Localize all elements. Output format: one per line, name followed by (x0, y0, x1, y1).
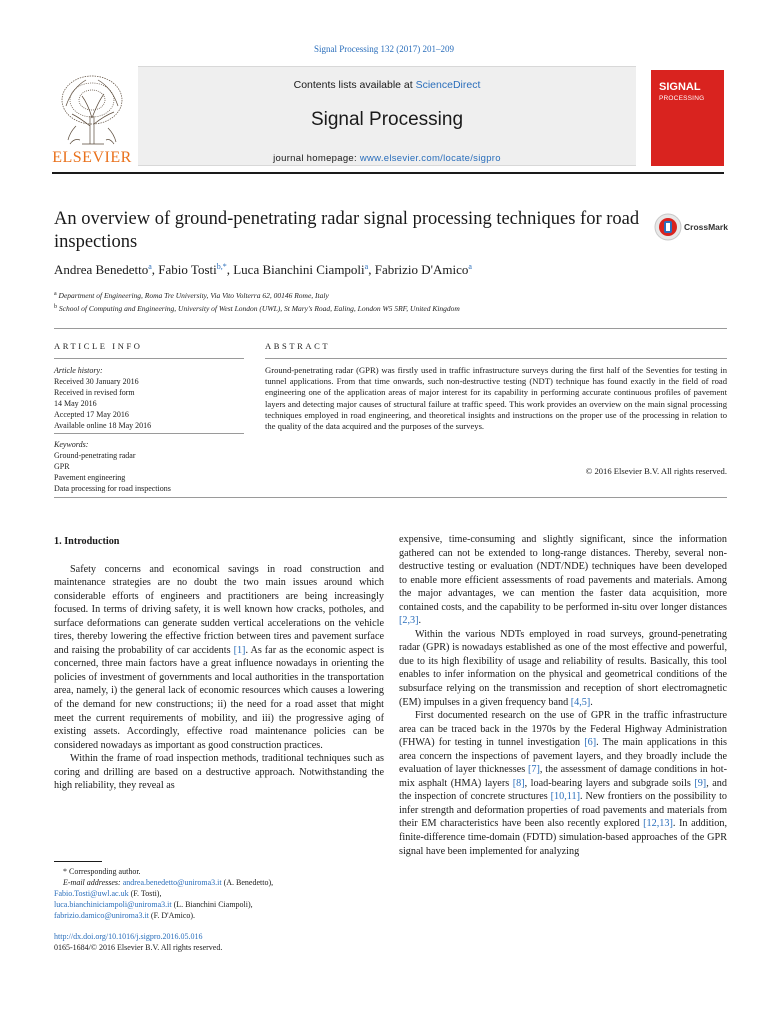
article-info-underline (54, 358, 244, 359)
text-run: , load-bearing layers and subgrade soils (524, 777, 695, 789)
body-left-column (54, 535, 384, 793)
keyword-item: Pavement engineering (54, 473, 126, 482)
body-paragraph (54, 563, 384, 753)
journal-citation[interactable]: Signal Processing 132 (2017) 201–209 (314, 44, 454, 54)
masthead-divider (52, 172, 724, 174)
email-owner: (L. Bianchini Ciampoli), (171, 900, 253, 909)
email-link[interactable]: fabrizio.damico@uniroma3.it (54, 911, 149, 920)
author-list (54, 262, 734, 278)
body-paragraph (399, 628, 727, 709)
affiliation (54, 302, 734, 315)
sciencedirect-link[interactable]: ScienceDirect (415, 79, 481, 91)
text-run: . As far as the economic aspect is concerned, three main factors have a great influence nowadays in orienting the policies of investment of governments and local authorities in the transportation area, namely, i) the general lack of economic resources which causes a lowering of the demand for new constructions; ii) the need for a road asset that might meet the current requirements of mobility, and iii) the progressive aging of existing assets. Accordingly, effective road maintenance policies can be considered nowadays as important as good construction practices. (54, 644, 384, 751)
email-link[interactable]: Fabio.Tosti@uwl.ac.uk (54, 889, 129, 898)
citation-link[interactable]: [9] (694, 777, 707, 789)
homepage-link[interactable]: www.elsevier.com/locate/sigpro (359, 153, 501, 164)
email-line (54, 888, 384, 899)
author-name[interactable]: Fabrizio D'Amico (374, 262, 469, 277)
history-item: Available online 18 May 2016 (54, 421, 152, 430)
email-owner: (F. D'Amico). (148, 911, 196, 920)
citation-link[interactable]: [6] (584, 737, 597, 749)
homepage-line (138, 153, 636, 164)
author-separator: , (151, 262, 159, 277)
crossmark-badge[interactable] (654, 213, 734, 243)
author-affiliation-mark[interactable]: b,* (216, 262, 227, 271)
author-name[interactable]: Andrea Benedetto (54, 262, 149, 277)
author-affiliation-mark[interactable]: a (364, 262, 369, 271)
text-run: Within the various NDTs employed in road surveys, ground-penetrating radar (GPR) is nowadays established as one of the most effective and powerful, due to its high flexibility of usage and reliability of results. Basically, this tool enables to infer information on the physical and geometrical conditions of the subsurface relying on the transmission and reception of short electromagnetic (EM) impulses in a given frequency band (399, 628, 727, 708)
text-run: First documented research on the use of GPR in the traffic infrastructure area can be traced back in the 1970s by the Federal Highway Administration (FHWA) for testing in tunnel investigation (399, 710, 727, 749)
text-run: . (590, 696, 593, 708)
affiliation-text: School of Computing and Engineering, University of West London (UWL), St Mary's Road, Ealing, London W5 5RF, United Kingdom (58, 303, 460, 313)
body-paragraph (399, 533, 727, 628)
citation-link[interactable]: [10,11] (550, 791, 580, 803)
article-info-heading: ARTICLE INFO (54, 341, 143, 351)
doi-link[interactable]: http://dx.doi.org/10.1016/j.sigpro.2016.05.016 (54, 932, 203, 941)
history-item: 14 May 2016 (54, 399, 97, 408)
issn-line: 0165-1684/© 2016 Elsevier B.V. All rights reserved. (54, 943, 223, 952)
doi-block (54, 931, 384, 953)
keyword-item: Data processing for road inspections (54, 484, 171, 493)
history-divider (54, 433, 244, 434)
email-owner: (A. Benedetto), (221, 878, 274, 887)
author-name[interactable]: Luca Bianchini Ciampoli (233, 262, 365, 277)
info-top-rule (54, 328, 727, 329)
citation-link[interactable]: [12,13] (643, 818, 673, 830)
citation-link[interactable]: [8] (512, 777, 525, 789)
citation-link[interactable]: [1] (233, 644, 246, 656)
email-link[interactable]: andrea.benedetto@uniroma3.it (122, 878, 222, 887)
publisher-wordmark: ELSEVIER (52, 149, 132, 166)
history-item: Received in revised form (54, 388, 135, 397)
author-affiliation-mark[interactable]: a (148, 262, 152, 271)
keyword-item: GPR (54, 462, 70, 471)
text-run: . The main applications in this area concern the inspections of pavement layers, and they broadly include the evaluation of layer thicknesses (399, 737, 727, 776)
keyword-item: Ground-penetrating radar (54, 451, 136, 460)
citation-link[interactable]: [4,5] (570, 696, 591, 708)
email-line (54, 899, 384, 910)
abstract-copyright: © 2016 Elsevier B.V. All rights reserved. (585, 466, 727, 476)
journal-banner (138, 66, 636, 166)
text-run: . (418, 615, 422, 627)
email-line (54, 877, 384, 888)
abstract-bottom-rule (54, 497, 727, 498)
text-run: Safety concerns and economical savings in road construction and maintenance strategies are no doubt the two main issues around which considerable efforts of engineers and practitioners are being increasingly focused. In terms of driving safety, it is well known how cracks, potholes, and surface deformations can generate sudden vertical accelerations on the vehicle tires, thereby lowering the effective friction between tires and pavement surface and raising the probability of car accidents (54, 563, 384, 656)
keywords (54, 439, 244, 494)
article-title: An overview of ground-penetrating radar signal processing techniques for road inspections (54, 209, 640, 252)
citation-link[interactable]: [2,3] (399, 615, 419, 627)
body-right-column (399, 533, 727, 858)
email-link[interactable]: luca.bianchiniciampoli@uniroma3.it (54, 900, 172, 909)
contents-prefix: Contents lists available at (293, 79, 416, 91)
author-separator: , (226, 262, 234, 277)
body-paragraph (399, 709, 727, 858)
section-heading: 1. Introduction (54, 536, 120, 547)
text-run: . In addition, finite-difference time-domain (FDTD) simulation-based approaches of the GPR signal have been implemented for analyzing (399, 818, 727, 857)
cover-title-line1: SIGNAL (659, 81, 701, 93)
journal-cover-thumbnail[interactable] (651, 70, 724, 166)
article-history-label: Article history: (54, 366, 103, 375)
affiliation-mark: a (54, 291, 57, 297)
text-run: , the assessment of damage conditions in hot-mix asphalt (HMA) layers (399, 764, 727, 789)
homepage-label: journal homepage: (273, 153, 360, 164)
journal-masthead (52, 66, 724, 166)
history-item: Accepted 17 May 2016 (54, 410, 129, 419)
footnote-rule (54, 861, 102, 862)
footnotes (54, 866, 384, 921)
journal-title: Signal Processing (310, 109, 464, 130)
affiliation-list (54, 289, 734, 314)
text-run: , and the inspection of concrete structures (399, 777, 727, 803)
text-run: expensive, time-consuming and slightly significant, since the information gathered can not be extended to long-range distances. Thereby, several non-destructive testing or evaluation (NDT/NDE) techniques have been developed to enable more efficient assessments of road pavements and materials. Among the major advantages, we can mention the faster data acquisition, more contained costs, and the capability to be performed in-situ over longer distances (399, 534, 727, 613)
crossmark-label: CrossMark (684, 222, 728, 232)
author-affiliation-mark[interactable]: a (468, 262, 472, 271)
cover-title-line2: PROCESSING (659, 95, 705, 102)
history-item: Received 30 January 2016 (54, 377, 139, 386)
corresponding-author-note: * Corresponding author. (63, 867, 141, 876)
author-name[interactable]: Fabio Tosti (158, 262, 217, 277)
text-run: . New frontiers on the possibility to infer strength and deformation properties of road pavements and materials from their EM characteristics have been also recently explored (399, 791, 727, 830)
affiliation (54, 289, 734, 302)
body-paragraph: Within the frame of road inspection methods, traditional techniques such as coring and drilling are based on a destructive approach. Notwithstanding the high reliability, they reveal as (54, 753, 384, 792)
abstract-heading: ABSTRACT (265, 341, 331, 351)
abstract-underline (265, 358, 727, 359)
email-owner: (F. Tosti), (128, 889, 162, 898)
contents-line (138, 79, 636, 91)
email-label: E-mail addresses: (63, 878, 123, 887)
citation-link[interactable]: [7] (528, 764, 540, 776)
crossmark-icon (654, 213, 682, 241)
abstract-text: Ground-penetrating radar (GPR) was firstly used in traffic infrastructure surveys during the first half of the Seventies for testing in tunnel applications. From that time onwards, such non-destructive testing (NDT) technique has found exactly in the field of road engineering one of the application areas of major interest for its capability in performing accurate continuous profiles of pavement layers and detecting major causes of structural failure at traffic speed. This work provides an overview on the main signal processing techniques employed in road engineering, and theoretical insights and instructions on the proper use of the processing in relation to the quality of the data acquired and the purposes of the surveys. (265, 365, 727, 432)
author-separator: , (368, 262, 375, 277)
cover-title (659, 82, 704, 104)
keywords-label: Keywords: (54, 440, 89, 449)
email-line (54, 910, 384, 921)
affiliation-mark: b (54, 303, 57, 310)
article-history (54, 365, 244, 431)
affiliation-text: Department of Engineering, Roma Tre University, Via Vito Volterra 62, 00146 Rome, Italy (58, 291, 329, 300)
